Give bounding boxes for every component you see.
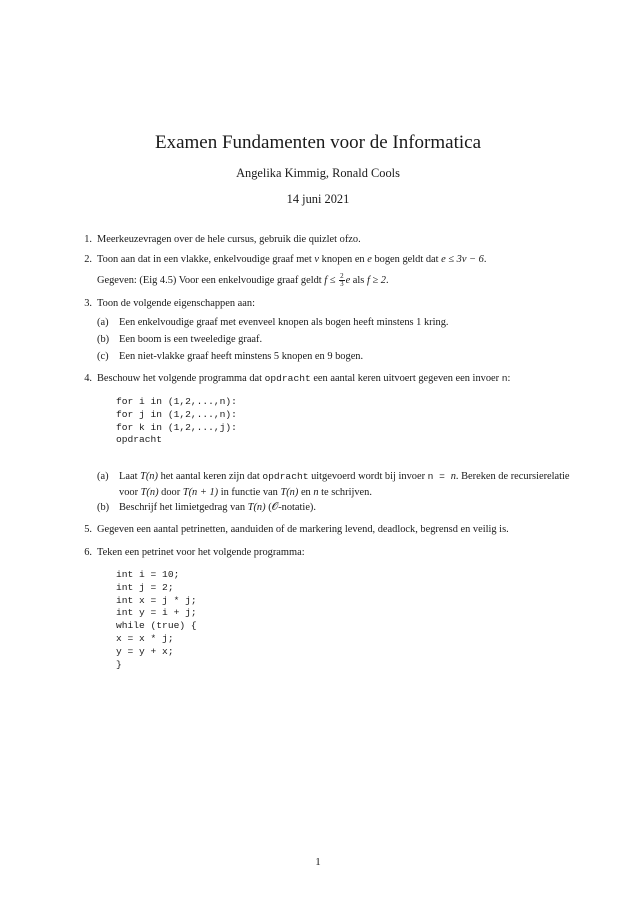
sub-text-cont: voor T(n) door T(n + 1) in functie van T(n) en n te schrijven. (119, 487, 372, 499)
sub-text: Een boom is een tweeledige graaf. (119, 334, 263, 345)
question-text: Beschouw het volgende programma dat opdracht een aantal keren uitvoert gegeven een invoer n: (97, 373, 511, 384)
question-text: Toon aan dat in een vlakke, enkelvoudige graaf met v knopen en e bogen geldt dat e ≤ 3v − 6. (97, 254, 487, 265)
sub-label: (a) (97, 317, 109, 328)
sub-text: Beschrijf het limietgedrag van T(n) (𝒪-notatie). (119, 502, 316, 513)
code-line: while (true) { (116, 620, 197, 632)
code-block-q4 (116, 396, 237, 447)
question-text: Gegeven een aantal petrinetten, aanduiden of de markering levend, deadlock, begrensd en veilig is. (97, 524, 509, 535)
code-line: } (116, 658, 122, 670)
sub-text: Een enkelvoudige graaf met evenveel knopen als bogen heeft minstens 1 kring. (119, 317, 449, 328)
sub-label: (b) (97, 502, 110, 513)
code-line: int y = i + j; (116, 607, 197, 619)
code-line: int x = j * j; (116, 594, 197, 606)
code-block-q6 (116, 569, 197, 671)
code-line: for i in (1,2,...,n): (116, 396, 237, 407)
question-number: 4. (84, 373, 92, 384)
code-line: int i = 10; (116, 569, 180, 580)
question-number: 2. (84, 254, 92, 265)
question-number: 1. (84, 234, 92, 245)
sub-label: (c) (97, 351, 109, 362)
question-text: Meerkeuzevragen over de hele cursus, gebruik die quizlet ofzo. (97, 234, 361, 245)
question-number: 3. (84, 298, 92, 309)
code-line: int j = 2; (116, 581, 174, 593)
code-line: for j in (1,2,...,n): (116, 408, 237, 420)
page-number: 1 (315, 856, 321, 868)
inequality: e ≤ 3v − 6 (441, 254, 484, 265)
sub-label: (a) (97, 471, 109, 482)
code-line: opdracht (116, 434, 163, 446)
exam-title: Examen Fundamenten voor de Informatica (154, 132, 482, 153)
code-line: y = y + x; (116, 645, 174, 657)
exam-date: 14 juni 2021 (286, 192, 350, 206)
question-text: Teken een petrinet voor het volgende programma: (97, 547, 305, 558)
code-line: x = x * j; (116, 632, 174, 644)
question-text: Toon de volgende eigenschappen aan: (97, 298, 255, 309)
sub-text: Laat T(n) het aantal keren zijn dat opdracht uitgevoerd wordt bij invoer n = n. Bereken de recursierelatie (119, 471, 570, 482)
question-number: 5. (84, 524, 92, 535)
question-number: 6. (84, 547, 92, 558)
sub-text: Een niet-vlakke graaf heeft minstens 5 knopen en 9 bogen. (119, 351, 364, 362)
sub-label: (b) (97, 334, 110, 345)
question-given: Gegeven: (Eig 4.5) Voor een enkelvoudige graaf geldt f ≤ $\frac{2}{3}$ e als f ≥ 2. (97, 272, 389, 289)
exam-authors: Angelika Kimmig, Ronald Cools (236, 166, 400, 180)
fraction: $\frac{2}{3}$ (340, 272, 344, 289)
code-line: for k in (1,2,...,j): (116, 421, 237, 433)
